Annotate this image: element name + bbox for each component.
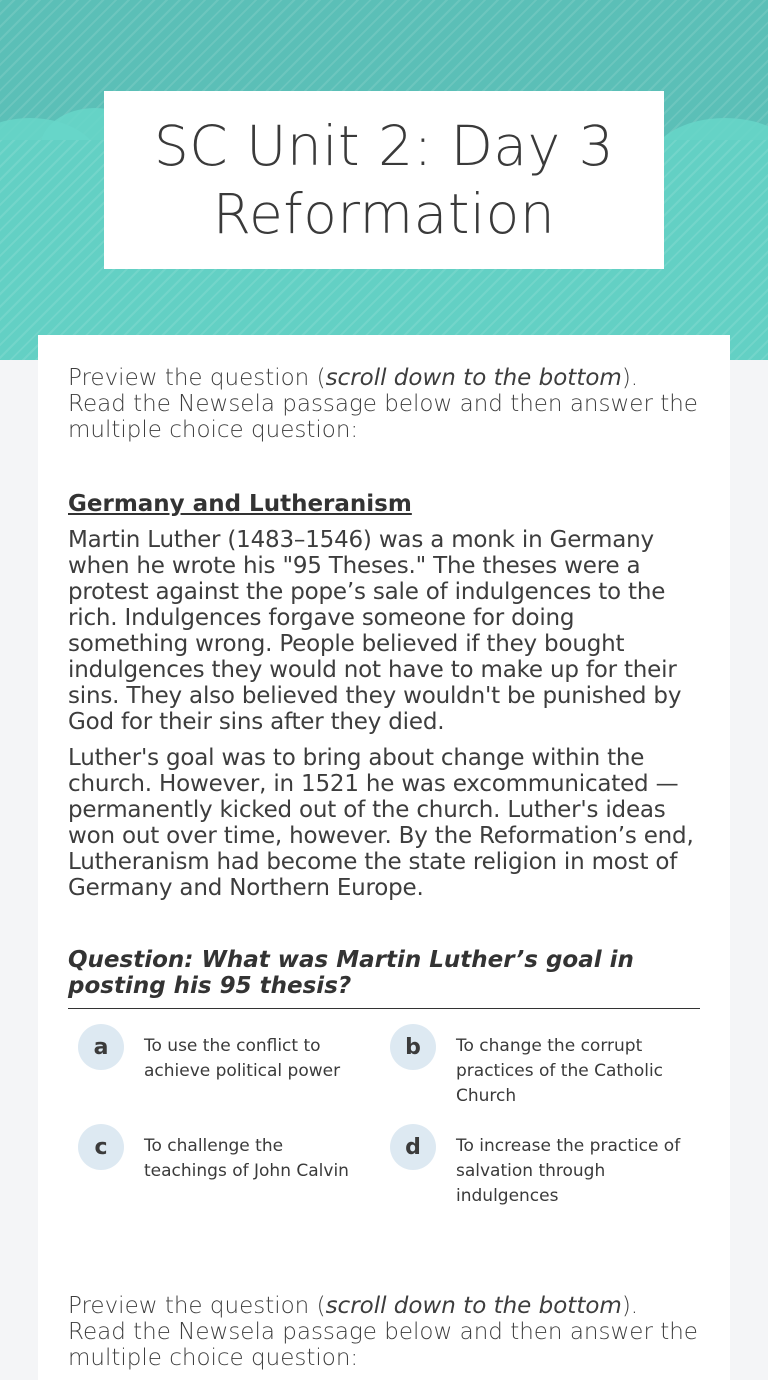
intro-emphasis: scroll down to the bottom: [325, 365, 622, 391]
choice-c[interactable]: [78, 1124, 378, 1184]
intro-text-after: ). Read the Newsela passage below and then answer the multiple choice question:: [68, 365, 698, 443]
choice-b[interactable]: [390, 1024, 690, 1109]
answer-choices: [68, 1024, 700, 1224]
choice-a[interactable]: [78, 1024, 378, 1084]
title-line-2: Reformation: [212, 182, 556, 246]
choice-a-bubble[interactable]: a: [78, 1024, 124, 1070]
choice-c-text: To challenge the teachings of John Calvin: [144, 1136, 349, 1181]
title-card: [104, 91, 664, 269]
title-line-1: SC Unit 2: Day 3: [153, 114, 615, 178]
intro-instructions-repeat: [68, 1293, 700, 1371]
choice-c-bubble[interactable]: c: [78, 1124, 124, 1170]
worksheet-content: [68, 365, 700, 1224]
choice-d-text: To increase the practice of salvation through indulgences: [456, 1136, 681, 1206]
passage-heading: Germany and Lutheranism: [68, 491, 412, 517]
intro-text-before: Preview the question (: [68, 365, 326, 391]
intro2-text-before: Preview the question (: [68, 1293, 326, 1319]
choice-b-bubble[interactable]: b: [390, 1024, 436, 1070]
choice-a-text: To use the conflict to achieve political power: [144, 1036, 341, 1081]
choice-d[interactable]: [390, 1124, 690, 1209]
passage-paragraph-2: Luther's goal was to bring about change within the church. However, in 1521 he was excommunicated — permanently kicked out of the church. Luther's ideas won out over time, however. By the Reformation’s end, Lutheranism had become the state religion in most of Germany and Northern Europe.: [68, 745, 694, 901]
intro2-emphasis: scroll down to the bottom: [325, 1293, 622, 1319]
choice-d-bubble[interactable]: d: [390, 1124, 436, 1170]
intro-instructions: [68, 365, 700, 443]
choice-b-text: To change the corrupt practices of the Catholic Church: [456, 1036, 664, 1106]
intro2-text-after: ). Read the Newsela passage below and then answer the multiple choice question:: [68, 1293, 698, 1371]
passage-paragraph-1: Martin Luther (1483–1546) was a monk in Germany when he wrote his "95 Theses." The theses were a protest against the pope’s sale of indulgences to the rich. Indulgences forgave someone for doing something wrong. People believed if they bought indulgences they would not have to make up for their sins. They also believed they wouldn't be punished by God for their sins after they died.: [68, 527, 682, 735]
page-title: [154, 112, 614, 248]
question-prompt: Question: What was Martin Luther’s goal in posting his 95 thesis?: [68, 947, 700, 1009]
